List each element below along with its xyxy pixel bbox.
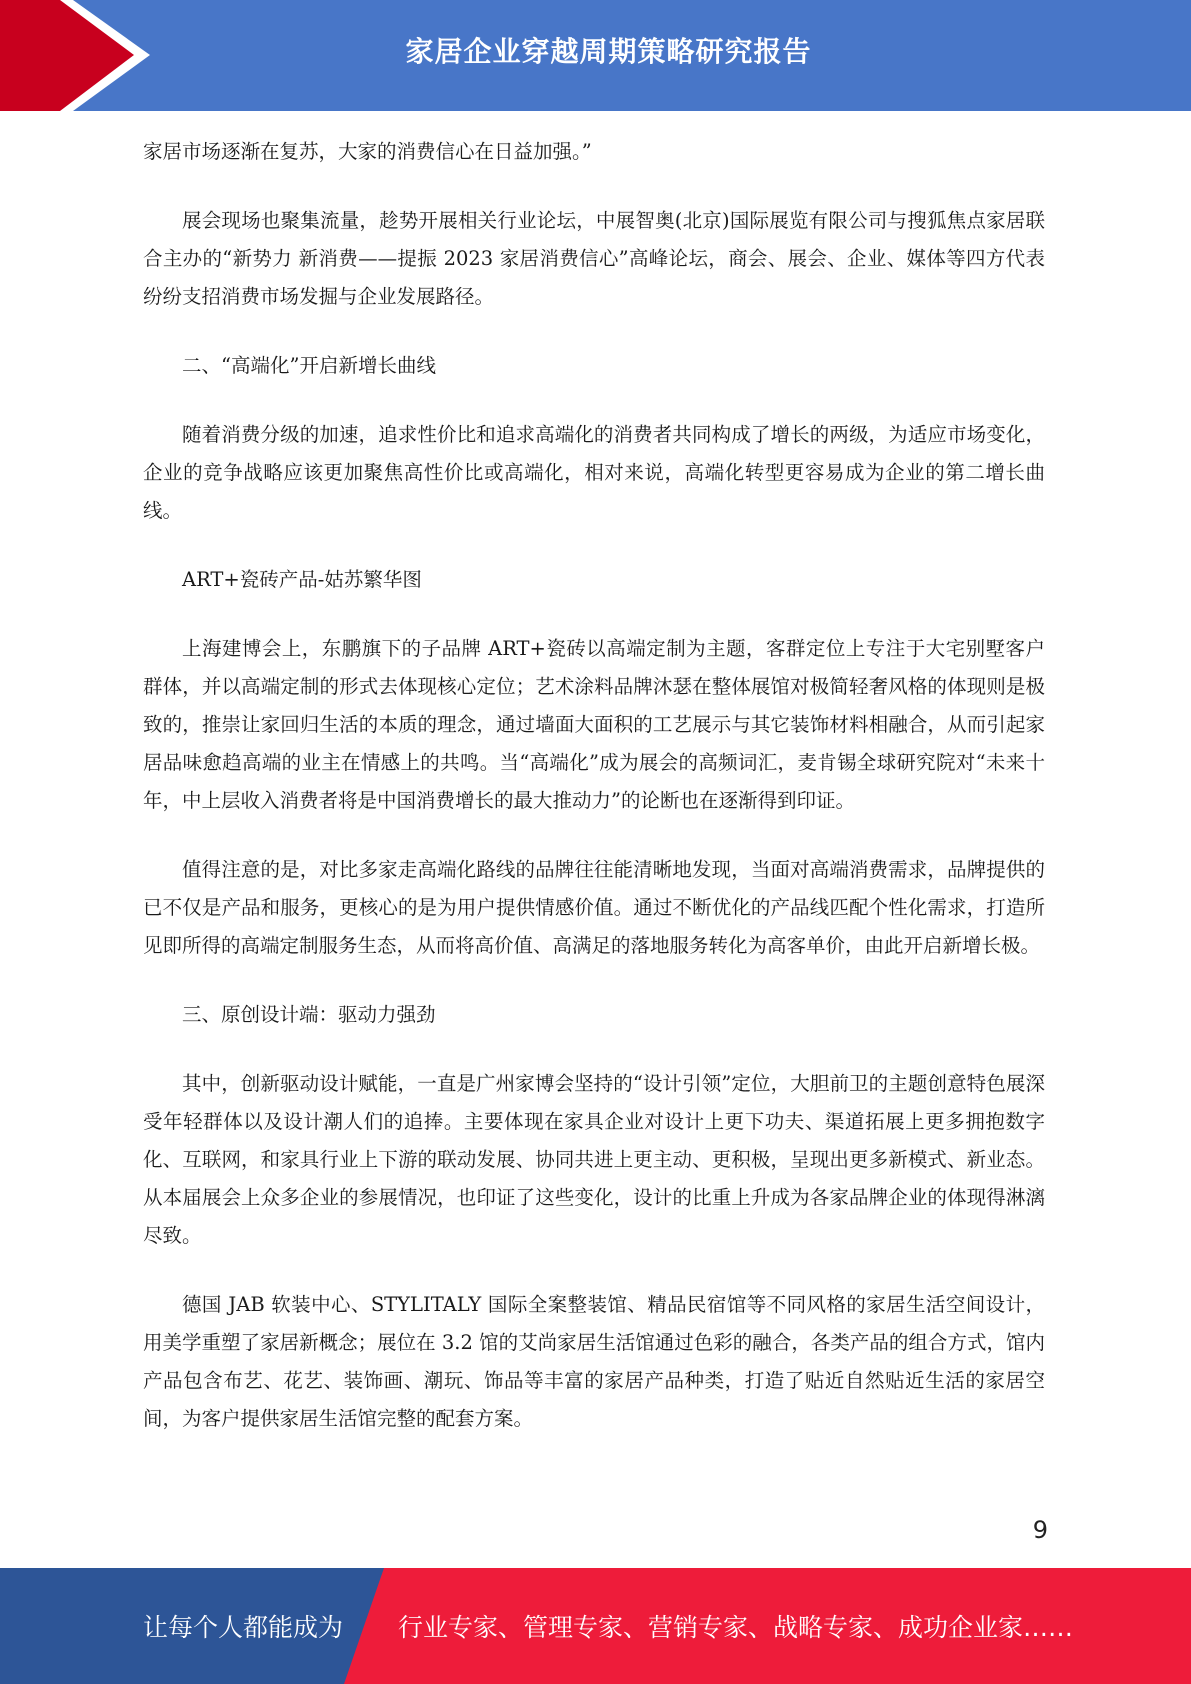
page-number: 9 (1032, 1516, 1048, 1544)
article-body (143, 133, 1045, 1469)
page-header (0, 0, 1191, 111)
paragraph: 其中，创新驱动设计赋能，一直是广州家博会坚持的“设计引领”定位，大胆前卫的主题创意特色展深受年轻群体以及设计潮人们的追捧。主要体现在家具企业对设计上更下功夫、渠道拓展上更多拥抱数字化、互联网，和家具行业上下游的联动发展、协同共进上更主动、更积极，呈现出更多新模式、新业态。从本届展会上众多企业的参展情况，也印证了这些变化，设计的比重上升成为各家品牌企业的体现得淋漓尽致。 (143, 1072, 1045, 1247)
footer-slogan-right: 行业专家、管理专家、营销专家、战略专家、成功企业家…… (398, 1613, 1074, 1642)
paragraph: 值得注意的是，对比多家走高端化路线的品牌往往能清晰地发现，当面对高端消费需求，品牌提供的已不仅是产品和服务，更核心的是为用户提供情感价值。通过不断优化的产品线匹配个性化需求，打造所见即所得的高端定制服务生态，从而将高价值、高满足的落地服务转化为高客单价，由此开启新增长极。 (143, 858, 1045, 957)
paragraph: 上海建博会上，东鹏旗下的子品牌 ART+瓷砖以高端定制为主题，客群定位上专注于大宅别墅客户群体，并以高端定制的形式去体现核心定位；艺术涂料品牌沐瑟在整体展馆对极简轻奢风格的体现则是极致的，推崇让家回归生活的本质的理念，通过墙面大面积的工艺展示与其它装饰材料相融合，从而引起家居品味愈趋高端的业主在情感上的共鸣。当“高端化”成为展会的高频词汇，麦肯锡全球研究院对“未来十年，中上层收入消费者将是中国消费增长的最大推动力”的论断也在逐渐得到印证。 (143, 637, 1045, 812)
paragraph: 随着消费分级的加速，追求性价比和追求高端化的消费者共同构成了增长的两级，为适应市场变化，企业的竞争战略应该更加聚焦高性价比或高端化，相对来说，高端化转型更容易成为企业的第二增长曲线。 (143, 423, 1045, 522)
section-heading: 三、原创设计端：驱动力强劲 (182, 1003, 436, 1026)
paragraph: 德国 JAB 软装中心、STYLITALY 国际全案整装馆、精品民宿馆等不同风格的家居生活空间设计，用美学重塑了家居新概念；展位在 3.2 馆的艾尚家居生活馆通过色彩的融合，各类产品的组合方式，馆内产品包含布艺、花艺、装饰画、潮玩、饰品等丰富的家居产品种类，打造了贴近自然贴近生活的家居空间，为客户提供家居生活馆完整的配套方案。 (143, 1293, 1045, 1430)
page-footer (0, 1568, 1191, 1684)
paragraph: 展会现场也聚集流量，趁势开展相关行业论坛，中展智奥(北京)国际展览有限公司与搜狐焦点家居联合主办的“新势力 新消费——提振 2023 家居消费信心”高峰论坛，商会、展会、企业、媒体等四方代表纷纷支招消费市场发掘与企业发展路径。 (143, 209, 1045, 308)
footer-slogan-left: 让每个人都能成为 (143, 1613, 344, 1642)
paragraph: 家居市场逐渐在复苏，大家的消费信心在日益加强。” (143, 140, 592, 163)
report-title: 家居企业穿越周期策略研究报告 (405, 35, 812, 68)
image-caption: ART+瓷砖产品-姑苏繁华图 (182, 568, 422, 591)
section-heading: 二、“高端化”开启新增长曲线 (182, 354, 436, 377)
